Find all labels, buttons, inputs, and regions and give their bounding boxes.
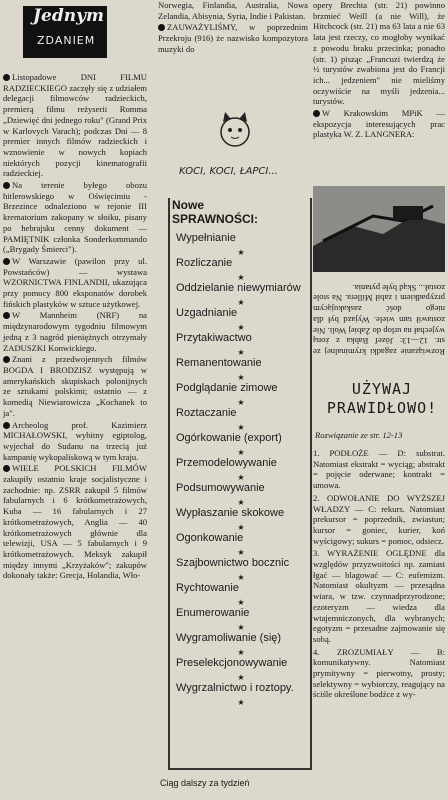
skill-item: Remanentowanie: [176, 357, 262, 369]
artwork-image: [313, 186, 445, 272]
logo-line1: Jednym: [33, 6, 104, 26]
skill-item: Rychtowanie: [176, 582, 239, 594]
section-logo: [23, 6, 107, 58]
skill-item: Enumerowanie: [176, 607, 250, 619]
skills-list: [176, 232, 306, 707]
skill-item: Preselekcjonowywanie: [176, 657, 288, 669]
skill-item: Oddzielanie niewymiarów: [176, 282, 301, 294]
news-item: Archeolog prof. Kazimierz MICHAŁOWSKI, wybitny egiptolog, wyjechał do Sudanu na trzecią już kampanię wykopaliskową w tym kraju.: [3, 419, 147, 462]
answer-item: 2. ODWOŁANIE DO WYŻSZEJ WŁADZY — C: rekurs. Natomiast prekursor = poprzednik, zwiastun; kursor = goniec, kurier, koń wyścigowy; sukurs = pomoc, odsiecz.: [313, 492, 445, 546]
news-item: W Krakowskim MPiK — ekspozycja interesujących prac plastyka W. Z. LANGNERA:: [313, 108, 445, 140]
skill-item: Roztaczanie: [176, 407, 237, 419]
upside-down-answer: Rozwiązanie zagadki kryminalnej ze str. 12—13: Józef Babka z żoną wyjechał na urlop do Żabiej Woli. Nie zostawił tam wiele. Wyjazd był dla niego dość zaskakującym przypadkiem i zabił Millera. Na stole został... Skąd byłe pytania.: [313, 282, 445, 357]
star-icon: ★: [237, 448, 245, 457]
news-continuation: Norwegia, Finlandia, Australia, Nowa Zelandia, Abisynia, Syria, Indie i Pakistan.: [158, 0, 308, 21]
star-icon: ★: [237, 423, 245, 432]
skills-heading: Nowe SPRAWNOŚCI:: [172, 198, 259, 226]
quiz-answers: [313, 448, 445, 702]
answer-item: 4. ZROZUMIAŁY — B: komunikatywny. Natomiast prymitywny = pierwotny, prosty; selektywny = wybiorczy, reagujący na ściśle określone bodźce z wy-: [313, 646, 445, 700]
news-item: Listopadowe DNI FILMU RADZIECKIEGO zaczęły się z udziałem delegacji filmowców radzieckich, premierą filmu reżyserii Romma „Dziewięć dni jednego roku" (Grand Prix w Karlovych Varach); podczas Dni — 8 premier innych filmów radzieckich i wznowienie w nowych kopiach niektórych pozycji kinematografii radzieckiej.: [3, 72, 147, 179]
star-icon: ★: [237, 248, 245, 257]
skill-item: Wygramoliwanie (się): [176, 632, 282, 644]
star-icon: ★: [237, 673, 245, 682]
skill-item: Rozliczanie: [176, 257, 233, 269]
bullet-icon: [313, 110, 320, 117]
star-icon: ★: [237, 623, 245, 632]
star-icon: ★: [237, 548, 245, 557]
news-item: Na terenie byłego obozu hitlerowskiego w Oświęcimiu - Brzezince odnaleziono w rejonie III krematorium zakopany w słoiku, pisany po hebrajsku cenny dokument — PAMIĘTNIK członka Sonderkommando („Brygady Śmierci").: [3, 180, 147, 255]
star-icon: ★: [237, 523, 245, 532]
ship-artwork-icon: [313, 186, 445, 272]
star-icon: ★: [237, 598, 245, 607]
bullet-icon: [3, 258, 10, 265]
middle-column: [158, 0, 308, 56]
skill-item: Przemodelowywanie: [176, 457, 277, 469]
bullet-icon: [3, 312, 10, 319]
star-icon: ★: [237, 648, 245, 657]
skill-item: Wygrzalnictwo i roztopy.: [176, 682, 294, 694]
star-icon: ★: [237, 573, 245, 582]
star-icon: ★: [237, 323, 245, 332]
star-icon: ★: [237, 698, 245, 707]
news-item: WIELE POLSKICH FILMÓW zakupiły ostatnio kraje socjalistyczne i zachodnie: np. ZSRR zakupił 5 filmów fabularnych i 6 krótkometrażowych, Kuba — 16 fabularnych i 27 krótkometrażowych, Anglia — 40 krótkometrażowych głównie dla telewizji, USA — 5 fabularnych i 9 krótkometrażowych. Meksyk zakupił między innymi „Krzyżaków"; zakupów dokonały także: Grecja, Holandia, Wło-: [3, 463, 147, 581]
answer-item: 3. WYRAŻENIE OGLĘDNE dla względów przyzwoitości np. zamiast łgać — blagować — C: eufemizm. Natomiast okultyzm — przesądna wiara, w tzw. czynnadprzyrodzone; ezoteryzm — wiedza dla wtajemniczonych, dla wybranych; egotyzm = przesadne zajmowanie się sobą.: [313, 548, 445, 644]
skill-item: Podsumowywanie: [176, 482, 265, 494]
cat-illustration: [175, 110, 295, 195]
cat-caption: KOCI, KOCI, ŁAPCI...: [179, 166, 278, 177]
skill-item: Wypełnianie: [176, 232, 236, 244]
bullet-icon: [3, 356, 10, 363]
skill-item: Szajbownictwo bocznic: [176, 557, 290, 569]
erratum-text: opery Brechta (str. 21) powinno brzmieć Weill (a nie Will), że Hitchcock (str. 21) ma 63 lata a nie 63 lata jest rzeczy, co mogłoby wynikać z powodu braku przecinka; ponadto (str. 1) pisząc „Francuzi twierdzą że ½ turystów zwabiona jest do Francji ich... jedzeniem" nie mieliśmy oczywiście na myśli jedzenia... turystów.: [313, 0, 445, 107]
right-column: [313, 0, 445, 141]
left-column: [3, 0, 147, 582]
skill-item: Przytakiwactwo: [176, 332, 252, 344]
star-icon: ★: [237, 498, 245, 507]
news-item: ZAUWAŻYLIŚMY, w poprzednim Przekroju (916) że nazwisko kompozytora muzyki do: [158, 22, 308, 54]
bullet-icon: [3, 74, 10, 81]
skill-item: Wypłaszanie skokowe: [176, 507, 285, 519]
logo-line2: ZDANIEM: [37, 34, 96, 47]
bullet-icon: [3, 465, 10, 472]
star-icon: ★: [237, 398, 245, 407]
star-icon: ★: [237, 273, 245, 282]
quiz-subtitle: Rozwiązanie ze str. 12-13: [315, 430, 403, 440]
star-icon: ★: [237, 373, 245, 382]
skill-item: Ogonkowanie: [176, 532, 244, 544]
news-item: W Mannheim (NRF) na międzynarodowym tygodniu filmowym jedną z 3 nagród pieniężnych otrzymały ZADUSZKI Konwickiego.: [3, 310, 147, 353]
quiz-title: UŻYWAJ PRAWIDŁOWO!: [326, 380, 438, 417]
bullet-icon: [3, 182, 10, 189]
bullet-icon: [3, 422, 10, 429]
bullet-icon: [158, 24, 165, 31]
star-icon: ★: [237, 348, 245, 357]
skill-item: Ogórkowanie (export): [176, 432, 282, 444]
continuation-footer: Ciąg dalszy za tydzień: [160, 778, 250, 788]
news-list: [3, 72, 147, 581]
cat-drawing-icon: [175, 110, 295, 190]
star-icon: ★: [237, 298, 245, 307]
news-item: W Warszawie (pawilon przy ul. Powstańców) — wystawa WZORNICTWA FINLANDII, ukazująca przy pomocy 800 eksponatów dorobek fińskich plastyków w sztuce użytkowej.: [3, 255, 147, 309]
answer-item: 1. PODŁOŻE — D: substrat. Natomiast ekstrakt = wyciąg; abstrakt = pojęcie oderwane; kontrakt = umowa.: [313, 448, 445, 491]
star-icon: ★: [237, 473, 245, 482]
skill-item: Uzgadnianie: [176, 307, 238, 319]
skill-item: Podglądanie zimowe: [176, 382, 278, 394]
news-item: Znani z przedwojennych filmów BOGDA I BRODZISZ występują w amerykańskich skupiskach polonijnych ze sztukami polskimi; ostatnio — z komedią Niewiarowicza „Kochanek to ja".: [3, 354, 147, 418]
